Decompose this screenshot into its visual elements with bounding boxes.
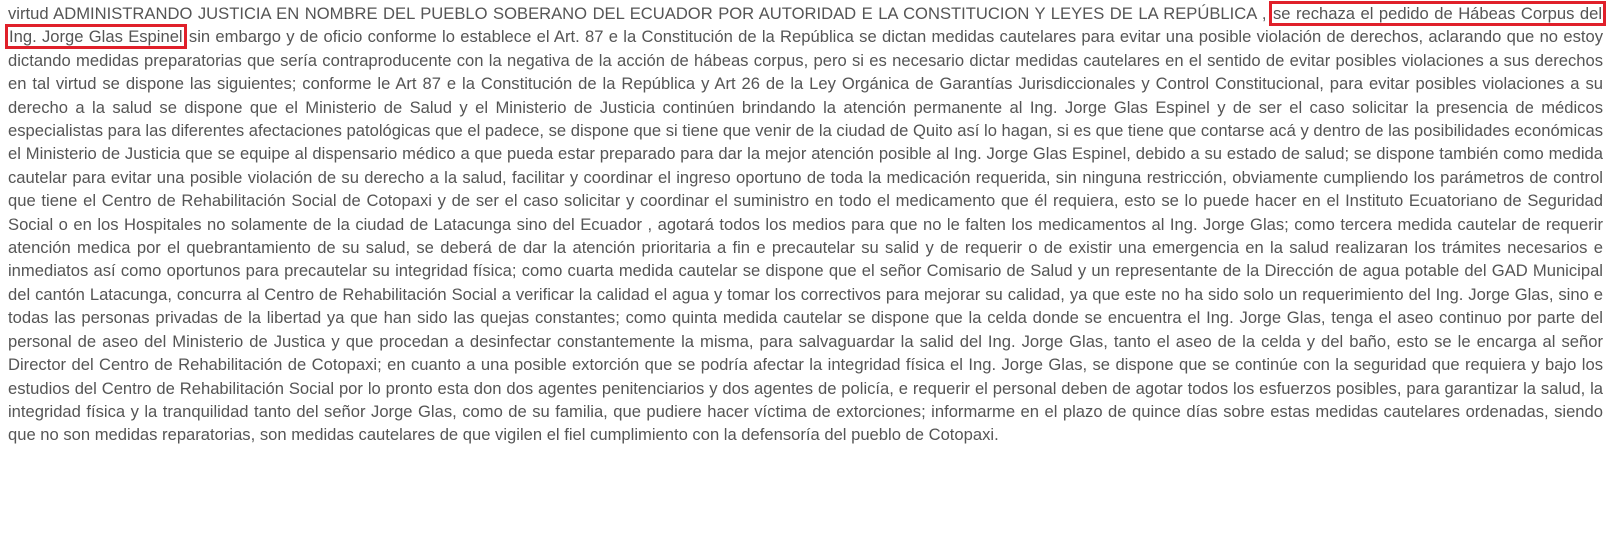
ruling-paragraph xyxy=(8,2,1603,447)
text-after-highlight: sin embargo y de oficio conforme lo establece el Art. 87 e la Constitución de la República se dictan medidas cautelares para evitar una posible violación de derechos, aclarando que no estoy dictando medidas preparatorias que sería contraproducente con la negativa de la acción de hábeas corpus, pero si es necesario dictar medidas cautelares en el sentido de evitar posibles violaciones a sus derechos en tal virtud se dispone las siguientes; conforme le Art 87 e la Constitución de la República y Art 26 de la Ley Orgánica de Garantías Jurisdiccionales y Control Constitucional, para evitar posibles violaciones a su derecho a la salud se dispone que el Ministerio de Salud y el Ministerio de Justicia continúen brindando la atención permanente al Ing. Jorge Glas Espinel y de ser el caso solicitar la presencia de médicos especialistas para las diferentes afectaciones patológicas que el padece, se dispone que si tiene que venir de la ciudad de Quito así lo hagan, si es que tiene que contarse acá y dentro de las posibilidades económicas el Ministerio de Justicia que se equipe al dispensario médico a que pueda estar preparado para dar la mejor atención posible al Ing. Jorge Glas Espinel, debido a su estado de salud; se dispone también como medida cautelar para evitar una posible violación de su derecho a la salud, facilitar y coordinar el ingreso oportuno de toda la medicación requerida, sin ninguna restricción, obviamente cumpliendo los parámetros de control que tiene el Centro de Rehabilitación Social de Cotopaxi y de ser el caso solicitar y coordinar el suministro en todo el medicamento que él requiera, esto se lo puede hacer en el Instituto Ecuatoriano de Seguridad Social o en los Hospitales no solamente de la ciudad de Latacunga sino del Ecuador , agotará todos los medios para que no le falten los medicamentos al Ing. Jorge Glas; como tercera medida cautelar de requerir atención medica por el quebrantamiento de su salud, se deberá de dar la atención prioritaria a fin e precautelar su salid y de requerir o de existir una emergencia en la salud realizaran los trámites necesarios e inmediatos así como oportunos para precautelar su integridad física; como cuarta medida cautelar se dispone que el señor Comisario de Salud y un representante de la Dirección de agua potable del GAD Municipal del cantón Latacunga, concurra al Centro de Rehabilitación Social a verificar la calidad el agua y tomar los correctivos para mejorar su calidad, ya que este no ha sido solo un requerimiento del Ing. Jorge Glas, sino e todas las personas privadas de la libertad ya que han sido las quejas constantes; como quinta medida cautelar se dispone que la celda donde se encuentra el Ing. Jorge Glas, tenga el aseo continuo por parte del personal de aseo del Ministerio de Justica y que procedan a desinfectar constantemente la misma, para salvaguardar la salid del Ing. Jorge Glas, tanto el aseo de la celda y del baño, esto se le encarga al señor Director del Centro de Rehabilitación de Cotopaxi; en cuanto a una posible extorción que se podría afectar la integridad física el Ing. Jorge Glas, se dispone que se continúe con la seguridad que requiera y bajo los estudios del Centro de Rehabilitación Social por lo pronto esta don dos agentes penitenciarios y dos agentes de policía, e requerir el personal deben de agotar todos los esfuerzos posibles, para garantizar la salud, la integridad física y la tranquilidad tanto del señor Jorge Glas, como de su familia, que pudiere hacer víctima de extorciones; informarme en el plazo de quince días sobre estas medidas cautelares ordenadas, siendo que no son medidas reparatorias, son medidas cautelares de que vigilen el fiel cumplimiento con la defensoría del pueblo de Cotopaxi. xyxy=(8,27,1603,445)
text-before-highlight: virtud ADMINISTRANDO JUSTICIA EN NOMBRE DEL PUEBLO SOBERANO DEL ECUADOR POR AUTORIDAD E LA CONSTITUCION Y LEYES DE LA REPÚBLICA , xyxy=(8,4,1272,23)
highlighted-ruling: se rechaza el pedido de Hábeas Corpus del Ing. Jorge Glas Espinel xyxy=(9,4,1603,47)
